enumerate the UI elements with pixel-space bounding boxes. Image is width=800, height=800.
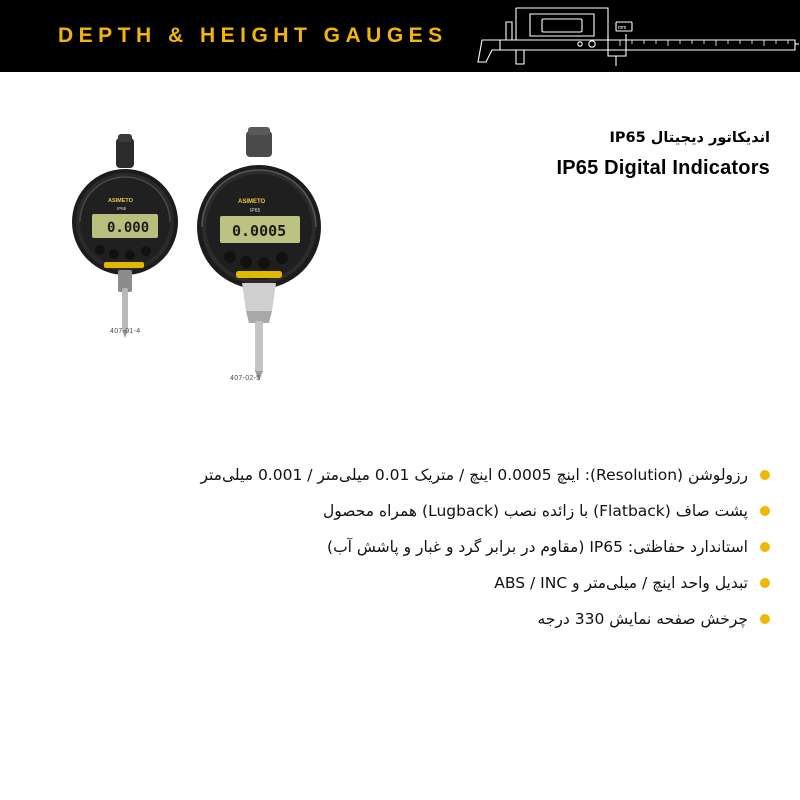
bullet-icon bbox=[760, 542, 770, 552]
svg-text:ASIMETO: ASIMETO bbox=[108, 198, 133, 204]
svg-text:IP65: IP65 bbox=[250, 208, 261, 214]
product-code-407-01-4: 407-01-4 bbox=[110, 328, 141, 335]
list-item bbox=[30, 462, 770, 488]
svg-text:ASIMETO: ASIMETO bbox=[238, 199, 266, 205]
svg-text:IP65: IP65 bbox=[117, 206, 127, 211]
list-item bbox=[30, 606, 770, 632]
bullet-icon bbox=[760, 578, 770, 588]
page-header bbox=[0, 0, 800, 72]
product-code-407-02-5: 407-02-5 bbox=[230, 375, 261, 382]
svg-text:mm: mm bbox=[618, 25, 627, 31]
feature-text: پشت صاف (Flatback) با زائده نصب (Lugback) همراه محصول bbox=[323, 501, 748, 520]
list-item bbox=[30, 570, 770, 596]
bullet-icon bbox=[760, 614, 770, 624]
feature-list bbox=[30, 462, 770, 642]
product-image-407-01-4 bbox=[60, 130, 190, 350]
product-image-group bbox=[40, 130, 370, 410]
product-title-fa: اندیکاتور دیجیتال IP65 bbox=[609, 130, 770, 146]
digital-caliper-icon bbox=[420, 0, 800, 72]
bullet-icon bbox=[760, 506, 770, 516]
feature-text: تبدیل واحد اینچ / میلی‌متر و ABS / INC bbox=[494, 573, 748, 592]
list-item bbox=[30, 498, 770, 524]
list-item bbox=[30, 534, 770, 560]
svg-text:0.000: 0.000 bbox=[107, 220, 150, 236]
header-title: DEPTH & HEIGHT GAUGES bbox=[58, 24, 448, 47]
feature-text: استاندارد حفاظتی: IP65 (مقاوم در برابر گرد و غبار و پاشش آب) bbox=[327, 537, 748, 556]
feature-text: چرخش صفحه نمایش 330 درجه bbox=[537, 609, 748, 628]
bullet-icon bbox=[760, 470, 770, 480]
svg-text:0.0005: 0.0005 bbox=[232, 222, 287, 240]
product-title-en: IP65 Digital Indicators bbox=[556, 156, 770, 179]
feature-text: رزولوشن (Resolution): اینچ 0.0005 اینچ / متریک 0.01 میلی‌متر / 0.001 میلی‌متر bbox=[200, 465, 748, 484]
product-image-407-02-5 bbox=[180, 125, 340, 385]
